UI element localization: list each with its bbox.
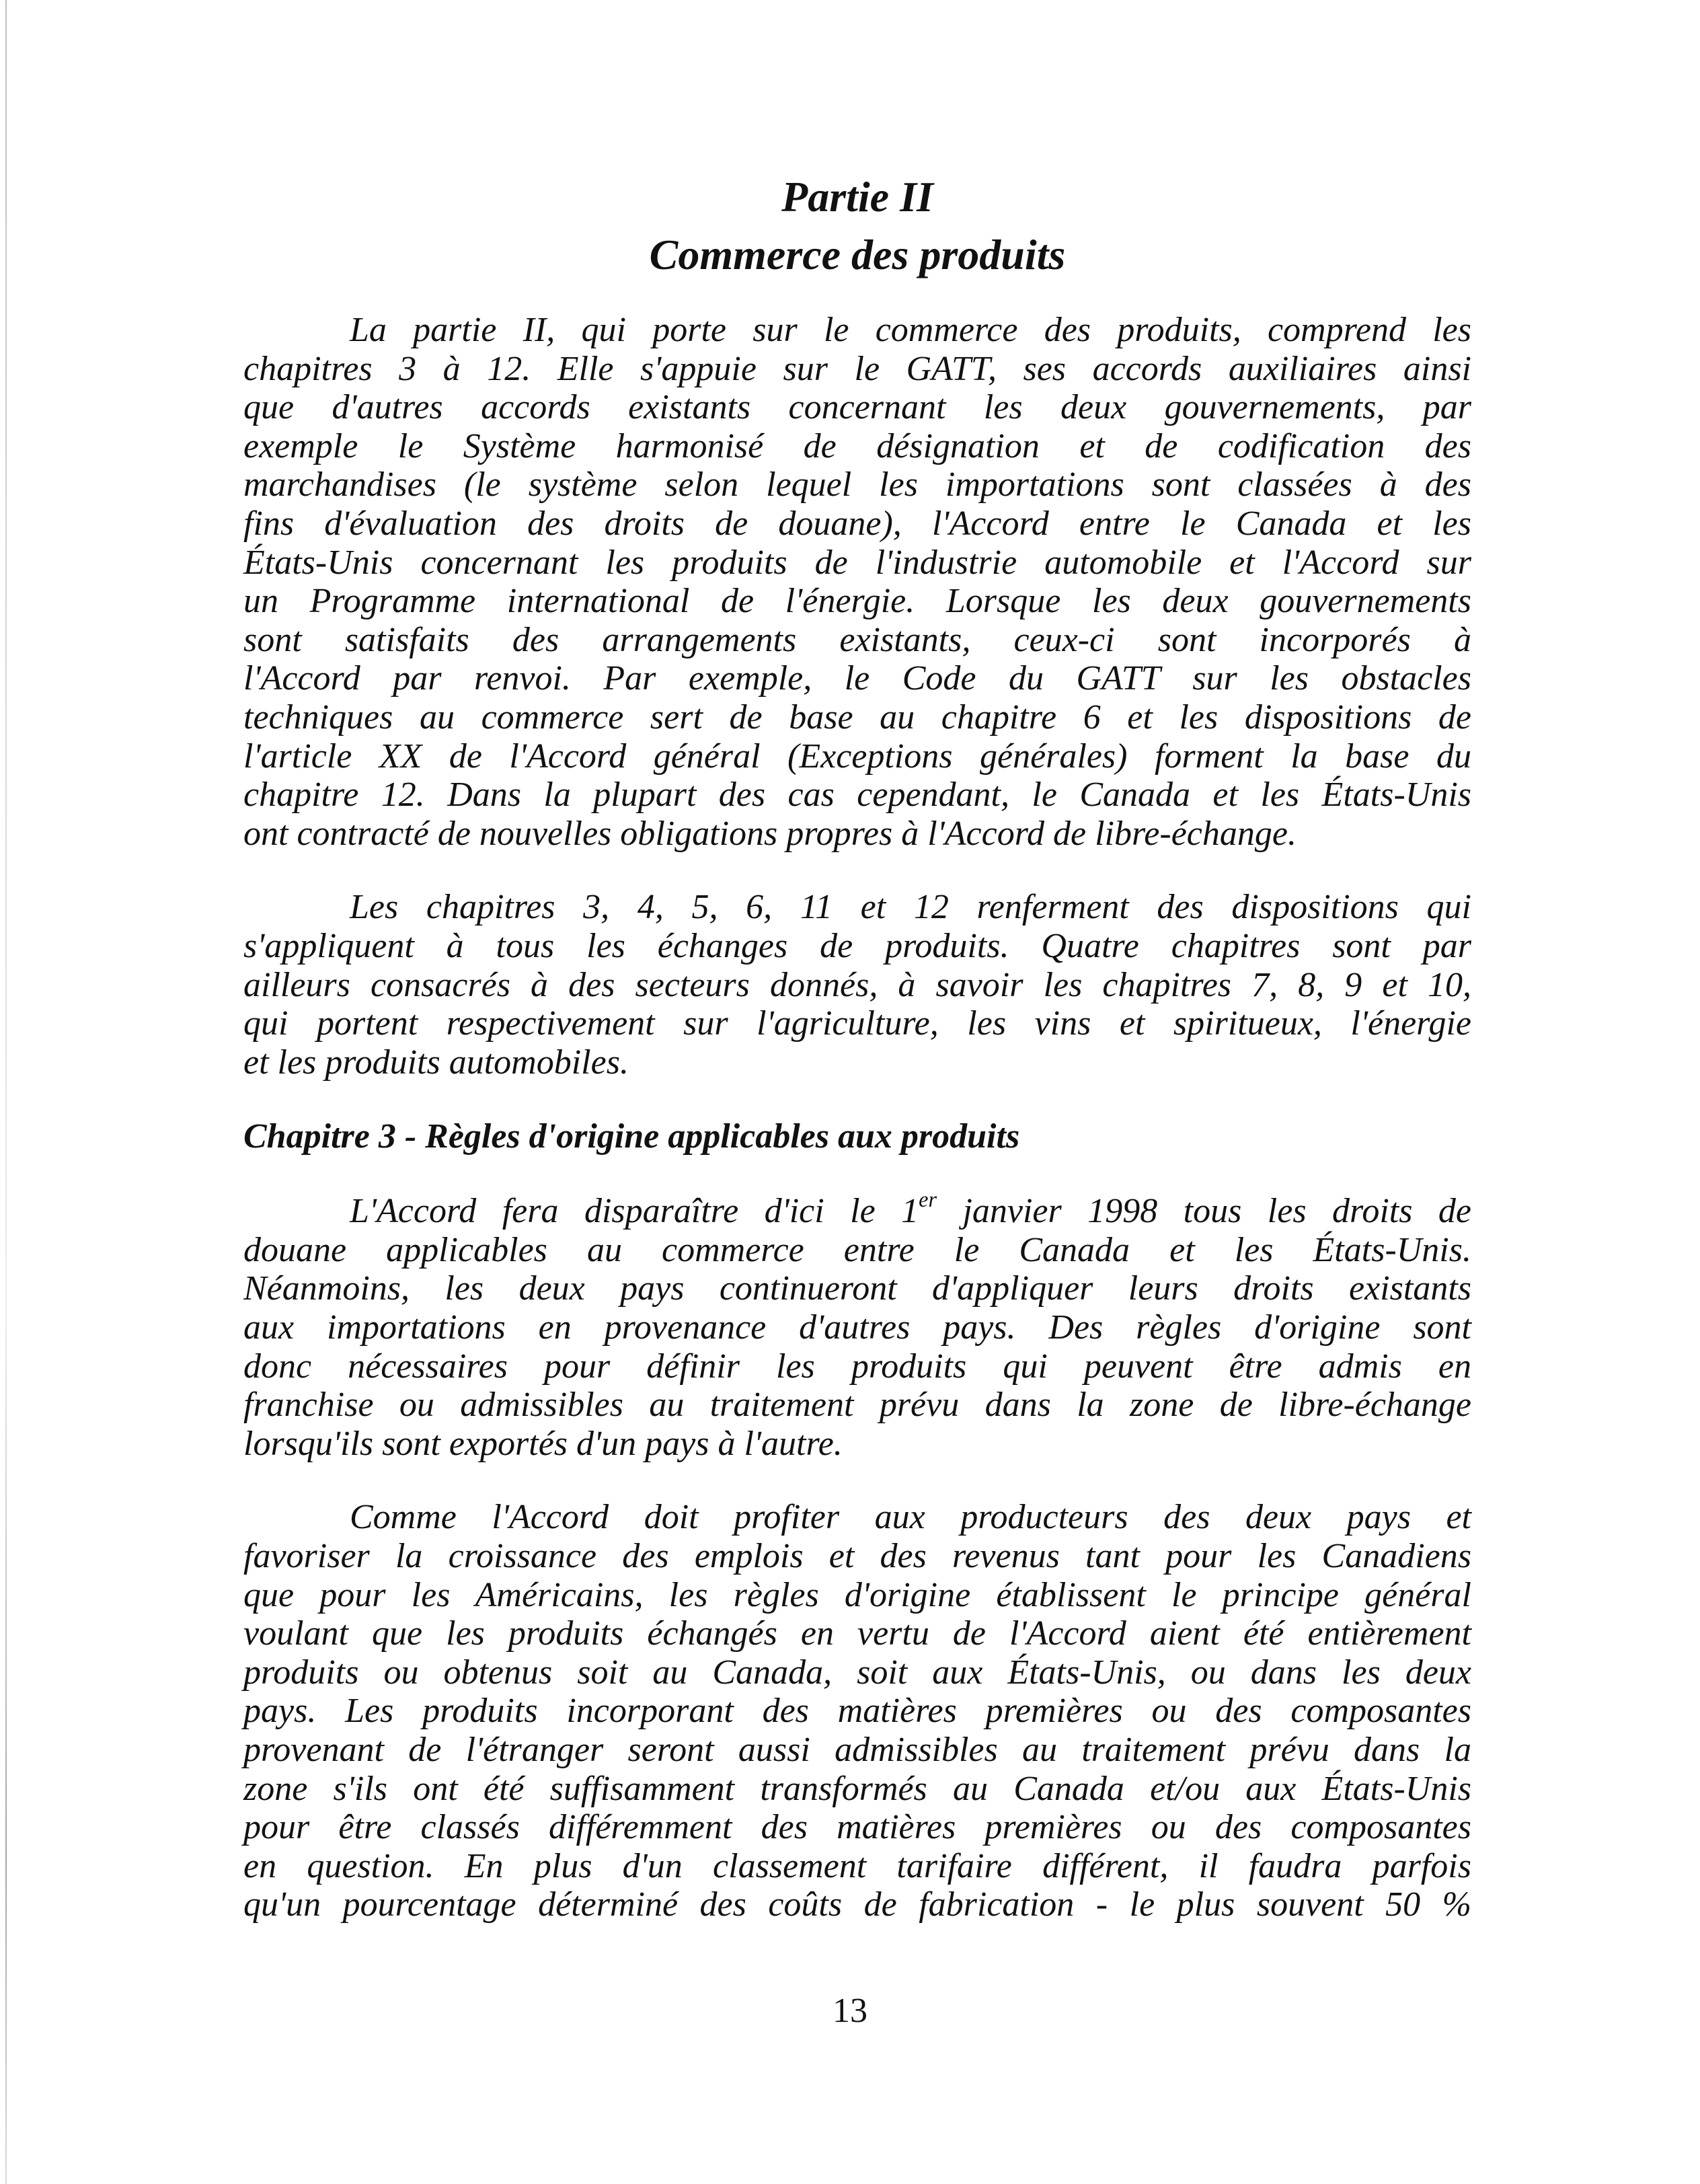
paragraph-line: techniques au commerce sert de base au chapitre 6 et les dispositions de: [243, 698, 1471, 737]
superscript: er: [919, 1187, 937, 1212]
paragraph-line: un Programme international de l'énergie. Lorsque les deux gouvernements: [243, 582, 1471, 621]
paragraph-line: La partie II, qui porte sur le commerce des produits, comprend les: [350, 311, 1471, 349]
paragraph-line: ont contracté de nouvelles obligations propres à l'Accord de libre-échange.: [243, 814, 1297, 853]
paragraph-line: chapitres 3 à 12. Elle s'appuie sur le GATT, ses accords auxiliaires ainsi: [243, 349, 1471, 388]
paragraph-line: que pour les Américains, les règles d'origine établissent le principe général: [243, 1575, 1471, 1614]
paragraph-line: Néanmoins, les deux pays continueront d'appliquer leurs droits existants: [243, 1269, 1471, 1308]
paragraph-line: ailleurs consacrés à des secteurs donnés, à savoir les chapitres 7, 8, 9 et 10,: [243, 965, 1471, 1004]
paragraph-line: l'article XX de l'Accord général (Exceptions générales) forment la base du: [243, 737, 1471, 776]
paragraph-line: provenant de l'étranger seront aussi admissibles au traitement prévu dans la: [243, 1731, 1471, 1769]
scan-edge: [5, 0, 7, 2184]
paragraph-line: marchandises (le système selon lequel les importations sont classées à des: [243, 465, 1471, 504]
paragraph-line: lorsqu'ils sont exportés d'un pays à l'autre.: [243, 1424, 843, 1463]
paragraph-line: aux importations en provenance d'autres pays. Des règles d'origine sont: [243, 1308, 1471, 1347]
paragraph-4: [243, 1498, 1471, 1924]
paragraph-line: s'appliquent à tous les échanges de produits. Quatre chapitres sont par: [243, 926, 1471, 965]
paragraph-line: produits ou obtenus soit au Canada, soit aux États-Unis, ou dans les deux: [243, 1653, 1471, 1692]
paragraph-line: chapitre 12. Dans la plupart des cas cependant, le Canada et les États-Unis: [243, 776, 1471, 815]
paragraph-line: qu'un pourcentage déterminé des coûts de fabrication - le plus souvent 50 %: [243, 1885, 1471, 1924]
paragraph-line: Les chapitres 3, 4, 5, 6, 11 et 12 renferment des dispositions qui: [350, 888, 1471, 927]
paragraph-line: fins d'évaluation des droits de douane), l'Accord entre le Canada et les: [243, 504, 1471, 543]
page-content: [243, 168, 1471, 1924]
paragraph-line: l'Accord par renvoi. Par exemple, le Code du GATT sur les obstacles: [243, 659, 1471, 698]
paragraph-line: douane applicables au commerce entre le Canada et les États-Unis.: [243, 1230, 1471, 1269]
line-text: janvier 1998 tous les droits de: [937, 1192, 1471, 1231]
paragraph-line: que d'autres accords existants concernant les deux gouvernements, par: [243, 388, 1471, 427]
title-block: [243, 168, 1471, 284]
paragraph-line: favoriser la croissance des emplois et des revenus tant pour les Canadiens: [243, 1537, 1471, 1576]
paragraph-3: [243, 1187, 1471, 1463]
paragraph-line: zone s'ils ont été suffisamment transformés au Canada et/ou aux États-Unis: [243, 1769, 1471, 1808]
line-text: L'Accord fera disparaître d'ici le 1: [350, 1192, 919, 1231]
paragraph-line: Comme l'Accord doit profiter aux producteurs des deux pays et: [350, 1498, 1471, 1537]
part-title: Partie II: [781, 173, 933, 221]
paragraph-line: [243, 1187, 1471, 1231]
paragraph-line: pays. Les produits incorporant des matières premières ou des composantes: [243, 1692, 1471, 1731]
paragraph-line: États-Unis concernant les produits de l'industrie automobile et l'Accord sur: [243, 543, 1471, 582]
paragraph-line: franchise ou admissibles au traitement prévu dans la zone de libre-échange: [243, 1386, 1471, 1425]
page-number: 13: [833, 1992, 867, 2030]
paragraph-1: [243, 311, 1471, 853]
paragraph-2: [243, 888, 1471, 1082]
paragraph-line: qui portent respectivement sur l'agriculture, les vins et spiritueux, l'énergie: [243, 1004, 1471, 1043]
paragraph-line: sont satisfaits des arrangements existants, ceux-ci sont incorporés à: [243, 620, 1471, 659]
paragraph-line: pour être classés différemment des matières premières ou des composantes: [243, 1808, 1471, 1847]
paragraph-line: donc nécessaires pour définir les produits qui peuvent être admis en: [243, 1347, 1471, 1386]
paragraph-line: et les produits automobiles.: [243, 1043, 629, 1082]
part-subtitle: Commerce des produits: [649, 231, 1066, 278]
paragraph-line: exemple le Système harmonisé de désignation et de codification des: [243, 426, 1471, 465]
section-heading: Chapitre 3 - Règles d'origine applicables aux produits: [243, 1117, 1020, 1156]
paragraph-line: voulant que les produits échangés en vertu de l'Accord aient été entièrement: [243, 1614, 1471, 1653]
paragraph-line: en question. En plus d'un classement tarifaire différent, il faudra parfois: [243, 1846, 1471, 1885]
